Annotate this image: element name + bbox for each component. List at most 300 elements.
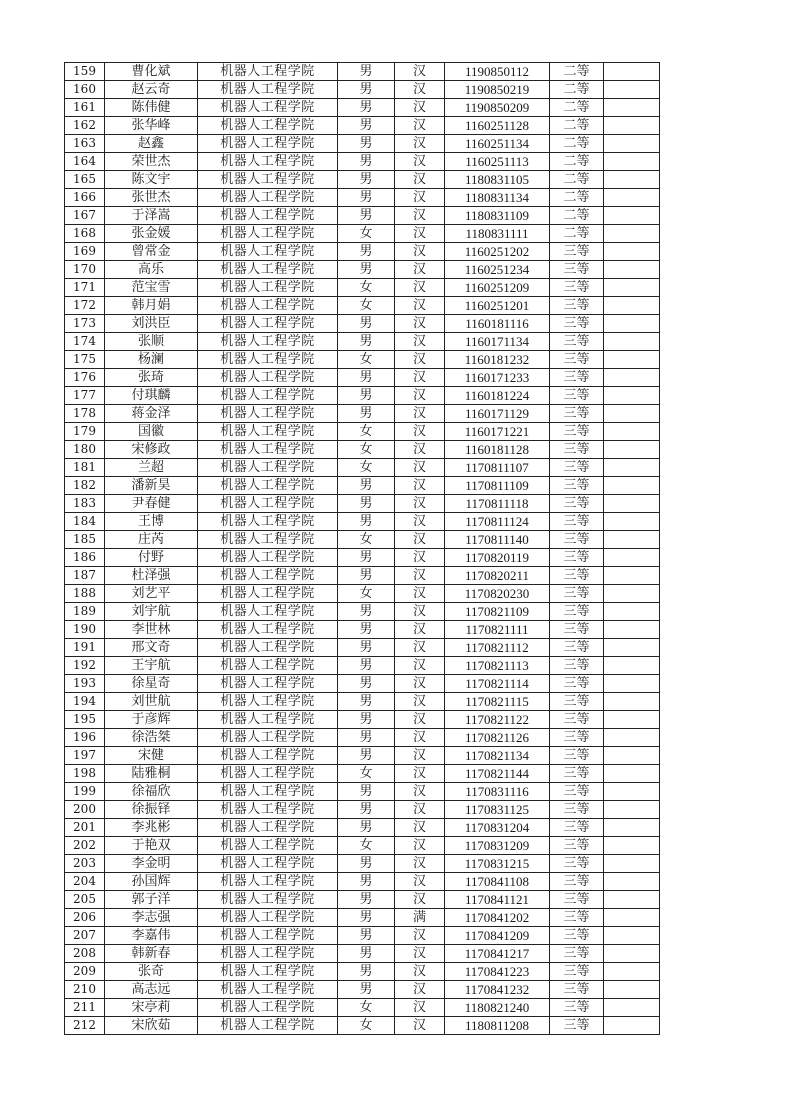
award-grade-cell: 三等 (550, 765, 604, 783)
row-index-cell: 171 (65, 279, 105, 297)
row-index-cell: 168 (65, 225, 105, 243)
row-index-cell: 191 (65, 639, 105, 657)
ethnicity-cell: 汉 (395, 693, 445, 711)
table-row (65, 999, 660, 1017)
table-row (65, 441, 660, 459)
row-index-cell: 188 (65, 585, 105, 603)
student-id-cell: 1190850219 (445, 81, 550, 99)
student-name-cell: 徐福欣 (105, 783, 198, 801)
note-cell (604, 747, 660, 765)
ethnicity-cell: 汉 (395, 549, 445, 567)
student-id-cell: 1160181128 (445, 441, 550, 459)
award-grade-cell: 三等 (550, 567, 604, 585)
row-index-cell: 196 (65, 729, 105, 747)
student-id-cell: 1170841209 (445, 927, 550, 945)
college-cell: 机器人工程学院 (198, 855, 338, 873)
ethnicity-cell: 汉 (395, 585, 445, 603)
award-grade-cell: 二等 (550, 117, 604, 135)
gender-cell: 男 (338, 819, 395, 837)
note-cell (604, 819, 660, 837)
student-id-cell: 1180811208 (445, 1017, 550, 1035)
note-cell (604, 945, 660, 963)
row-index-cell: 180 (65, 441, 105, 459)
student-name-cell: 付野 (105, 549, 198, 567)
ethnicity-cell: 满 (395, 909, 445, 927)
student-name-cell: 范宝雪 (105, 279, 198, 297)
student-name-cell: 韩月娟 (105, 297, 198, 315)
college-cell: 机器人工程学院 (198, 801, 338, 819)
award-grade-cell: 三等 (550, 477, 604, 495)
note-cell (604, 369, 660, 387)
note-cell (604, 765, 660, 783)
row-index-cell: 172 (65, 297, 105, 315)
award-grade-cell: 三等 (550, 945, 604, 963)
student-id-cell: 1160181116 (445, 315, 550, 333)
table-row (65, 765, 660, 783)
student-id-cell: 1170821126 (445, 729, 550, 747)
row-index-cell: 175 (65, 351, 105, 369)
award-grade-cell: 二等 (550, 135, 604, 153)
award-grade-cell: 三等 (550, 747, 604, 765)
college-cell: 机器人工程学院 (198, 693, 338, 711)
gender-cell: 男 (338, 261, 395, 279)
college-cell: 机器人工程学院 (198, 99, 338, 117)
gender-cell: 男 (338, 927, 395, 945)
ethnicity-cell: 汉 (395, 675, 445, 693)
ethnicity-cell: 汉 (395, 189, 445, 207)
college-cell: 机器人工程学院 (198, 981, 338, 999)
award-grade-cell: 三等 (550, 243, 604, 261)
award-grade-cell: 三等 (550, 441, 604, 459)
gender-cell: 男 (338, 81, 395, 99)
student-id-cell: 1170831215 (445, 855, 550, 873)
student-id-cell: 1160171129 (445, 405, 550, 423)
ethnicity-cell: 汉 (395, 279, 445, 297)
row-index-cell: 204 (65, 873, 105, 891)
student-id-cell: 1170821114 (445, 675, 550, 693)
ethnicity-cell: 汉 (395, 927, 445, 945)
ethnicity-cell: 汉 (395, 477, 445, 495)
table-row (65, 549, 660, 567)
row-index-cell: 186 (65, 549, 105, 567)
college-cell: 机器人工程学院 (198, 243, 338, 261)
award-grade-cell: 三等 (550, 963, 604, 981)
award-grade-cell: 二等 (550, 171, 604, 189)
table-row (65, 657, 660, 675)
table-row (65, 333, 660, 351)
ethnicity-cell: 汉 (395, 315, 445, 333)
table-row (65, 585, 660, 603)
gender-cell: 男 (338, 747, 395, 765)
table-row (65, 909, 660, 927)
college-cell: 机器人工程学院 (198, 729, 338, 747)
award-grade-cell: 三等 (550, 513, 604, 531)
table-row (65, 639, 660, 657)
student-id-cell: 1180831134 (445, 189, 550, 207)
college-cell: 机器人工程学院 (198, 549, 338, 567)
college-cell: 机器人工程学院 (198, 531, 338, 549)
student-id-cell: 1170821111 (445, 621, 550, 639)
ethnicity-cell: 汉 (395, 99, 445, 117)
student-name-cell: 庄芮 (105, 531, 198, 549)
table-row (65, 81, 660, 99)
college-cell: 机器人工程学院 (198, 261, 338, 279)
note-cell (604, 549, 660, 567)
note-cell (604, 153, 660, 171)
gender-cell: 女 (338, 585, 395, 603)
table-row (65, 171, 660, 189)
row-index-cell: 176 (65, 369, 105, 387)
table-row (65, 261, 660, 279)
award-grade-cell: 二等 (550, 99, 604, 117)
gender-cell: 女 (338, 225, 395, 243)
student-name-cell: 宋亭莉 (105, 999, 198, 1017)
student-name-cell: 尹春健 (105, 495, 198, 513)
student-name-cell: 高志远 (105, 981, 198, 999)
row-index-cell: 160 (65, 81, 105, 99)
student-id-cell: 1170821144 (445, 765, 550, 783)
award-grade-cell: 二等 (550, 189, 604, 207)
college-cell: 机器人工程学院 (198, 63, 338, 81)
student-id-cell: 1180831111 (445, 225, 550, 243)
award-grade-cell: 三等 (550, 819, 604, 837)
student-id-cell: 1170820230 (445, 585, 550, 603)
row-index-cell: 178 (65, 405, 105, 423)
college-cell: 机器人工程学院 (198, 135, 338, 153)
student-name-cell: 陈文宇 (105, 171, 198, 189)
table-row (65, 927, 660, 945)
table-row (65, 621, 660, 639)
row-index-cell: 163 (65, 135, 105, 153)
student-id-cell: 1160171134 (445, 333, 550, 351)
gender-cell: 男 (338, 783, 395, 801)
award-grade-cell: 三等 (550, 369, 604, 387)
award-grade-cell: 三等 (550, 1017, 604, 1035)
student-id-cell: 1170821113 (445, 657, 550, 675)
student-id-cell: 1170820211 (445, 567, 550, 585)
award-grade-cell: 三等 (550, 621, 604, 639)
college-cell: 机器人工程学院 (198, 711, 338, 729)
award-grade-cell: 三等 (550, 873, 604, 891)
award-grade-cell: 三等 (550, 891, 604, 909)
table-row (65, 405, 660, 423)
note-cell (604, 297, 660, 315)
award-grade-cell: 三等 (550, 405, 604, 423)
student-id-cell: 1170831116 (445, 783, 550, 801)
award-grade-cell: 二等 (550, 207, 604, 225)
student-id-cell: 1160171221 (445, 423, 550, 441)
note-cell (604, 567, 660, 585)
ethnicity-cell: 汉 (395, 765, 445, 783)
row-index-cell: 161 (65, 99, 105, 117)
gender-cell: 男 (338, 657, 395, 675)
row-index-cell: 193 (65, 675, 105, 693)
college-cell: 机器人工程学院 (198, 495, 338, 513)
student-name-cell: 杨澜 (105, 351, 198, 369)
college-cell: 机器人工程学院 (198, 891, 338, 909)
college-cell: 机器人工程学院 (198, 675, 338, 693)
gender-cell: 男 (338, 99, 395, 117)
row-index-cell: 200 (65, 801, 105, 819)
note-cell (604, 459, 660, 477)
college-cell: 机器人工程学院 (198, 189, 338, 207)
college-cell: 机器人工程学院 (198, 963, 338, 981)
college-cell: 机器人工程学院 (198, 297, 338, 315)
student-id-cell: 1170811109 (445, 477, 550, 495)
row-index-cell: 185 (65, 531, 105, 549)
college-cell: 机器人工程学院 (198, 423, 338, 441)
note-cell (604, 81, 660, 99)
student-name-cell: 蒋金泽 (105, 405, 198, 423)
student-id-cell: 1170831125 (445, 801, 550, 819)
college-cell: 机器人工程学院 (198, 405, 338, 423)
note-cell (604, 837, 660, 855)
college-cell: 机器人工程学院 (198, 909, 338, 927)
note-cell (604, 729, 660, 747)
student-id-cell: 1170811118 (445, 495, 550, 513)
note-cell (604, 99, 660, 117)
note-cell (604, 801, 660, 819)
student-id-cell: 1160171233 (445, 369, 550, 387)
award-grade-cell: 三等 (550, 927, 604, 945)
note-cell (604, 477, 660, 495)
student-name-cell: 张金媛 (105, 225, 198, 243)
student-id-cell: 1170821112 (445, 639, 550, 657)
gender-cell: 男 (338, 387, 395, 405)
award-grade-cell: 三等 (550, 603, 604, 621)
award-grade-cell: 二等 (550, 225, 604, 243)
table-row (65, 117, 660, 135)
note-cell (604, 621, 660, 639)
table-row (65, 531, 660, 549)
table-row (65, 99, 660, 117)
gender-cell: 男 (338, 693, 395, 711)
college-cell: 机器人工程学院 (198, 747, 338, 765)
student-name-cell: 于彦辉 (105, 711, 198, 729)
note-cell (604, 351, 660, 369)
student-id-cell: 1190850209 (445, 99, 550, 117)
award-grade-cell: 三等 (550, 549, 604, 567)
ethnicity-cell: 汉 (395, 837, 445, 855)
college-cell: 机器人工程学院 (198, 567, 338, 585)
student-id-cell: 1170821122 (445, 711, 550, 729)
note-cell (604, 279, 660, 297)
row-index-cell: 199 (65, 783, 105, 801)
student-name-cell: 张琦 (105, 369, 198, 387)
gender-cell: 男 (338, 567, 395, 585)
college-cell: 机器人工程学院 (198, 441, 338, 459)
college-cell: 机器人工程学院 (198, 387, 338, 405)
row-index-cell: 159 (65, 63, 105, 81)
row-index-cell: 183 (65, 495, 105, 513)
student-name-cell: 曾常金 (105, 243, 198, 261)
college-cell: 机器人工程学院 (198, 603, 338, 621)
ethnicity-cell: 汉 (395, 333, 445, 351)
row-index-cell: 202 (65, 837, 105, 855)
ethnicity-cell: 汉 (395, 873, 445, 891)
gender-cell: 男 (338, 117, 395, 135)
table-row (65, 603, 660, 621)
row-index-cell: 166 (65, 189, 105, 207)
table-row (65, 711, 660, 729)
row-index-cell: 165 (65, 171, 105, 189)
gender-cell: 女 (338, 351, 395, 369)
table-row (65, 243, 660, 261)
gender-cell: 男 (338, 153, 395, 171)
row-index-cell: 209 (65, 963, 105, 981)
college-cell: 机器人工程学院 (198, 279, 338, 297)
ethnicity-cell: 汉 (395, 603, 445, 621)
table-row (65, 459, 660, 477)
table-row (65, 477, 660, 495)
gender-cell: 男 (338, 333, 395, 351)
award-grade-cell: 三等 (550, 729, 604, 747)
row-index-cell: 184 (65, 513, 105, 531)
student-id-cell: 1180831109 (445, 207, 550, 225)
college-cell: 机器人工程学院 (198, 819, 338, 837)
table-row (65, 153, 660, 171)
award-grade-cell: 三等 (550, 351, 604, 369)
student-name-cell: 李兆彬 (105, 819, 198, 837)
row-index-cell: 205 (65, 891, 105, 909)
ethnicity-cell: 汉 (395, 459, 445, 477)
note-cell (604, 189, 660, 207)
award-grade-cell: 三等 (550, 639, 604, 657)
gender-cell: 男 (338, 603, 395, 621)
college-cell: 机器人工程学院 (198, 369, 338, 387)
student-name-cell: 宋修政 (105, 441, 198, 459)
ethnicity-cell: 汉 (395, 711, 445, 729)
award-grade-cell: 三等 (550, 297, 604, 315)
row-index-cell: 197 (65, 747, 105, 765)
student-name-cell: 曹化斌 (105, 63, 198, 81)
gender-cell: 男 (338, 315, 395, 333)
row-index-cell: 177 (65, 387, 105, 405)
table-row (65, 963, 660, 981)
note-cell (604, 423, 660, 441)
student-name-cell: 荣世杰 (105, 153, 198, 171)
row-index-cell: 167 (65, 207, 105, 225)
award-grade-cell: 三等 (550, 531, 604, 549)
student-name-cell: 王博 (105, 513, 198, 531)
ethnicity-cell: 汉 (395, 351, 445, 369)
ethnicity-cell: 汉 (395, 297, 445, 315)
student-name-cell: 李世林 (105, 621, 198, 639)
note-cell (604, 873, 660, 891)
gender-cell: 男 (338, 711, 395, 729)
gender-cell: 男 (338, 945, 395, 963)
student-name-cell: 张世杰 (105, 189, 198, 207)
note-cell (604, 405, 660, 423)
row-index-cell: 198 (65, 765, 105, 783)
ethnicity-cell: 汉 (395, 153, 445, 171)
student-name-cell: 高乐 (105, 261, 198, 279)
college-cell: 机器人工程学院 (198, 945, 338, 963)
gender-cell: 女 (338, 297, 395, 315)
student-name-cell: 宋健 (105, 747, 198, 765)
ethnicity-cell: 汉 (395, 1017, 445, 1035)
award-grade-cell: 三等 (550, 279, 604, 297)
student-name-cell: 于艳双 (105, 837, 198, 855)
ethnicity-cell: 汉 (395, 207, 445, 225)
college-cell: 机器人工程学院 (198, 117, 338, 135)
award-grade-cell: 三等 (550, 783, 604, 801)
gender-cell: 女 (338, 837, 395, 855)
table-row (65, 1017, 660, 1035)
college-cell: 机器人工程学院 (198, 657, 338, 675)
ethnicity-cell: 汉 (395, 963, 445, 981)
note-cell (604, 315, 660, 333)
ethnicity-cell: 汉 (395, 171, 445, 189)
gender-cell: 男 (338, 891, 395, 909)
student-name-cell: 国徽 (105, 423, 198, 441)
student-name-cell: 刘洪臣 (105, 315, 198, 333)
student-name-cell: 徐浩桀 (105, 729, 198, 747)
note-cell (604, 387, 660, 405)
roster-body (65, 63, 660, 1035)
college-cell: 机器人工程学院 (198, 999, 338, 1017)
note-cell (604, 963, 660, 981)
note-cell (604, 225, 660, 243)
note-cell (604, 513, 660, 531)
student-name-cell: 刘宇航 (105, 603, 198, 621)
table-row (65, 225, 660, 243)
award-grade-cell: 三等 (550, 459, 604, 477)
award-grade-cell: 三等 (550, 261, 604, 279)
note-cell (604, 171, 660, 189)
student-id-cell: 1160251202 (445, 243, 550, 261)
row-index-cell: 173 (65, 315, 105, 333)
ethnicity-cell: 汉 (395, 801, 445, 819)
row-index-cell: 182 (65, 477, 105, 495)
award-grade-cell: 三等 (550, 315, 604, 333)
note-cell (604, 117, 660, 135)
gender-cell: 男 (338, 963, 395, 981)
ethnicity-cell: 汉 (395, 441, 445, 459)
award-grade-cell: 三等 (550, 333, 604, 351)
table-row (65, 945, 660, 963)
row-index-cell: 212 (65, 1017, 105, 1035)
ethnicity-cell: 汉 (395, 729, 445, 747)
gender-cell: 男 (338, 171, 395, 189)
gender-cell: 女 (338, 459, 395, 477)
row-index-cell: 208 (65, 945, 105, 963)
student-id-cell: 1160181232 (445, 351, 550, 369)
gender-cell: 女 (338, 765, 395, 783)
student-name-cell: 李金明 (105, 855, 198, 873)
table-row (65, 567, 660, 585)
award-grade-cell: 三等 (550, 855, 604, 873)
college-cell: 机器人工程学院 (198, 153, 338, 171)
student-id-cell: 1160251201 (445, 297, 550, 315)
row-index-cell: 170 (65, 261, 105, 279)
college-cell: 机器人工程学院 (198, 225, 338, 243)
college-cell: 机器人工程学院 (198, 81, 338, 99)
gender-cell: 女 (338, 441, 395, 459)
student-id-cell: 1170811124 (445, 513, 550, 531)
ethnicity-cell: 汉 (395, 819, 445, 837)
award-roster-sheet (64, 62, 660, 1035)
college-cell: 机器人工程学院 (198, 207, 338, 225)
table-row (65, 837, 660, 855)
row-index-cell: 206 (65, 909, 105, 927)
student-name-cell: 杜泽强 (105, 567, 198, 585)
row-index-cell: 203 (65, 855, 105, 873)
ethnicity-cell: 汉 (395, 783, 445, 801)
student-name-cell: 李志强 (105, 909, 198, 927)
student-id-cell: 1170841108 (445, 873, 550, 891)
row-index-cell: 181 (65, 459, 105, 477)
